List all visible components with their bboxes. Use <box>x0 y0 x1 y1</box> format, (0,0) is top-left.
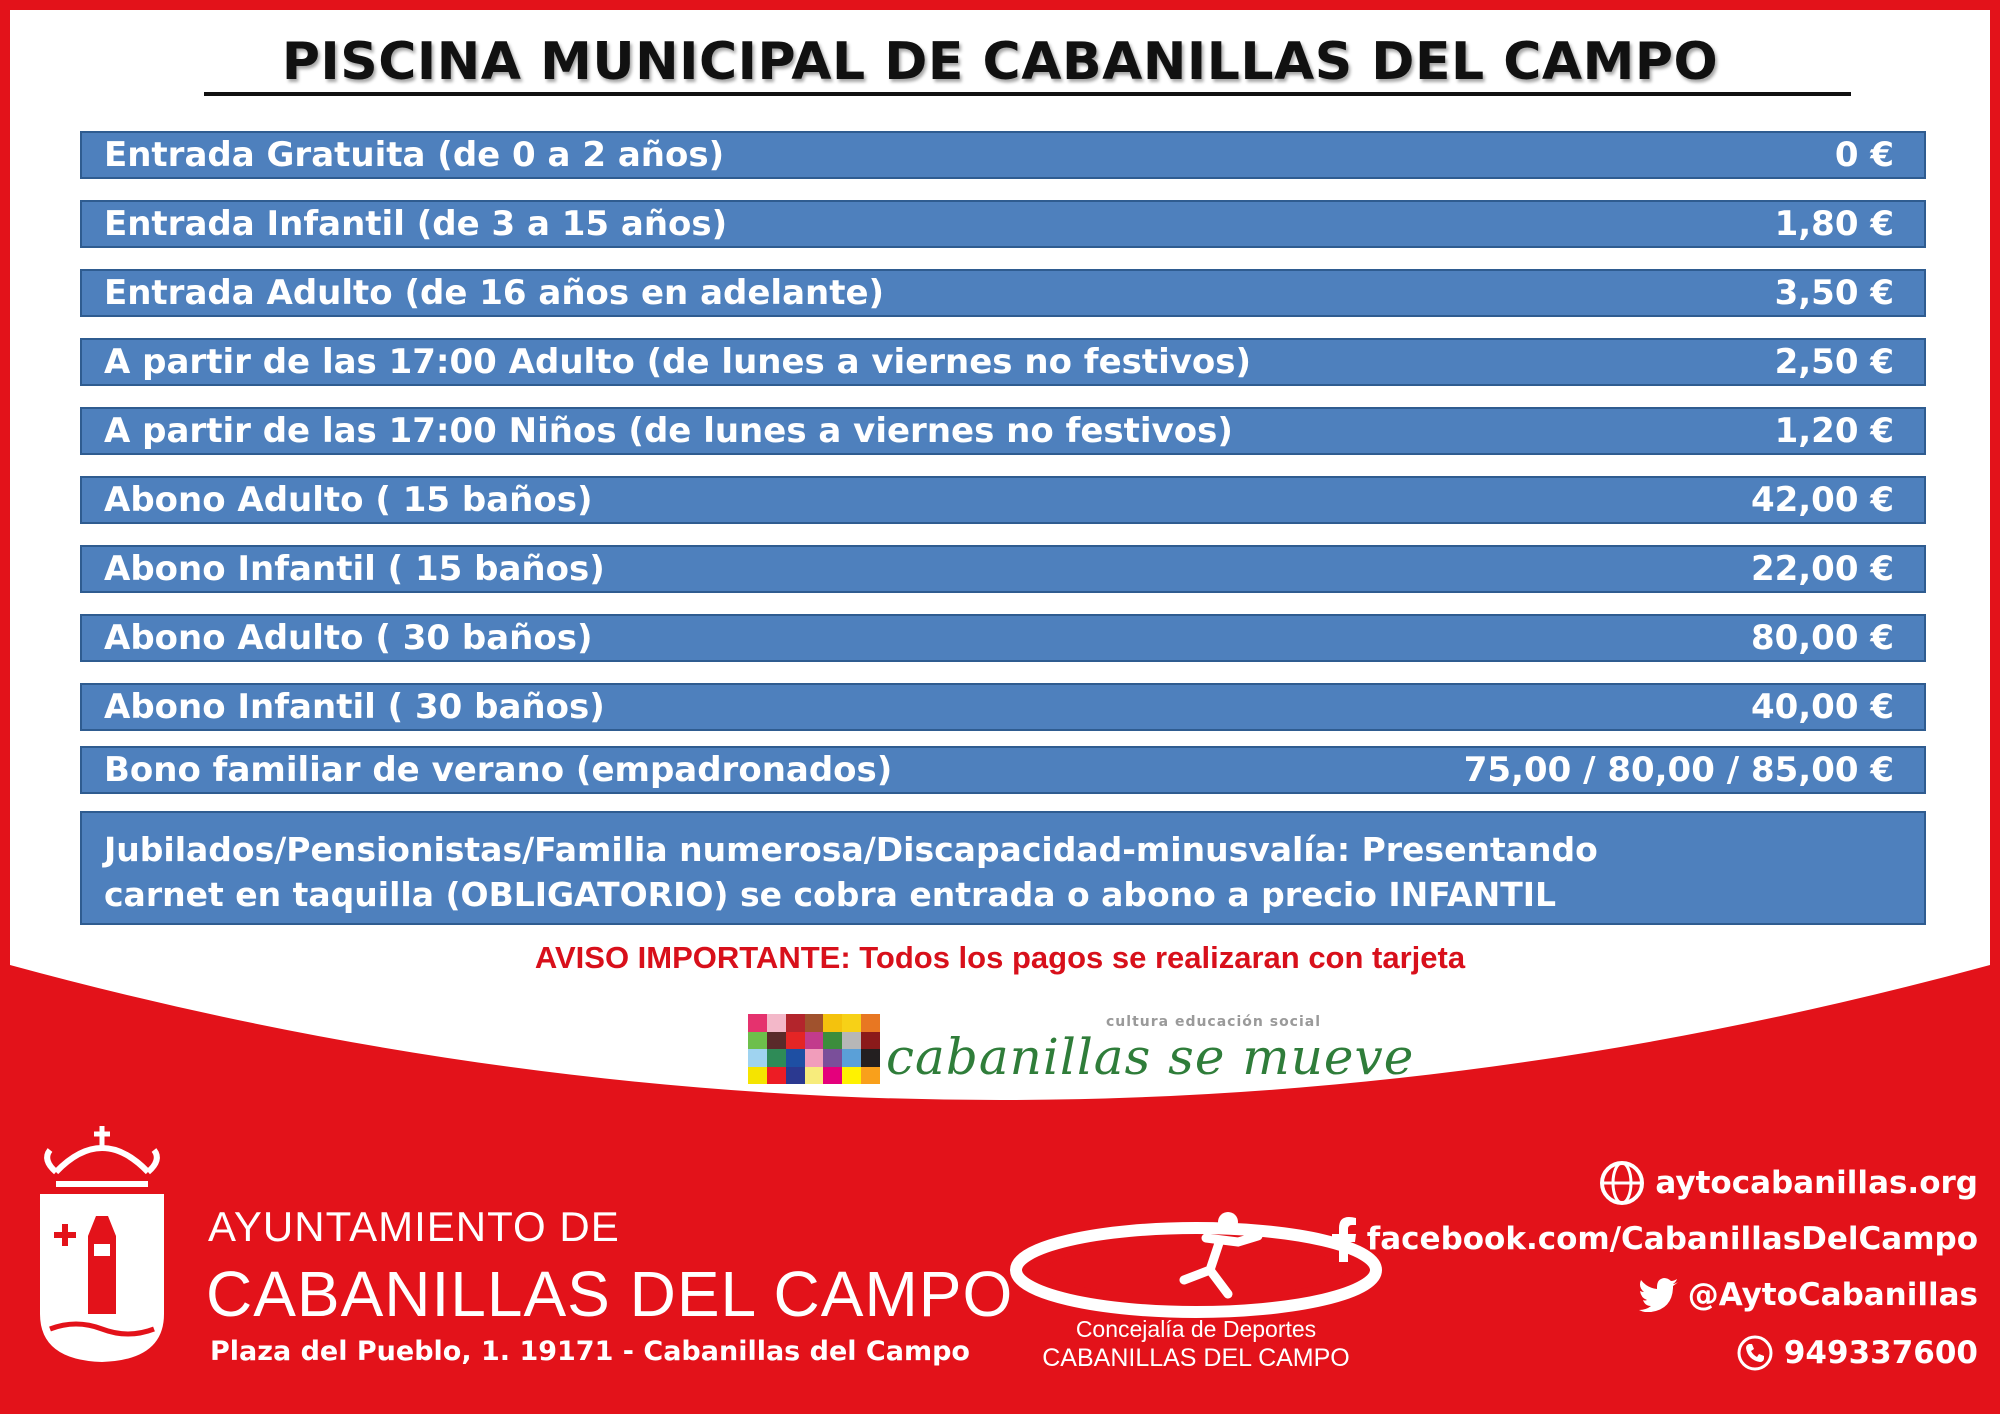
note-line: Jubilados/Pensionistas/Familia numerosa/Discapacidad-minusvalía: Presentando <box>104 830 1598 869</box>
price-label: Entrada Adulto (de 16 años en adelante) <box>104 273 885 313</box>
price-value: 42,00 € <box>1750 480 1894 520</box>
price-value: 0 € <box>1834 135 1894 175</box>
price-label: Entrada Infantil (de 3 a 15 años) <box>104 204 728 244</box>
price-label: A partir de las 17:00 Niños (de lunes a viernes no festivos) <box>104 411 1233 451</box>
cabanillas-se-mueve-logo <box>748 1014 1415 1086</box>
address: Plaza del Pueblo, 1. 19171 - Cabanillas del Campo <box>210 1336 970 1367</box>
contact-text: aytocabanillas.org <box>1655 1165 1978 1201</box>
price-label: Abono Adulto ( 15 baños) <box>104 480 593 520</box>
title-underline <box>204 92 1851 96</box>
contact-facebook[interactable] <box>1331 1213 1978 1265</box>
contact-text: facebook.com/CabanillasDelCampo <box>1366 1221 1978 1257</box>
municipality-name: CABANILLAS DEL CAMPO <box>206 1258 1014 1330</box>
facebook-icon <box>1331 1216 1357 1262</box>
price-row <box>80 746 1926 794</box>
contact-twitter[interactable] <box>1638 1269 1978 1321</box>
price-value: 2,50 € <box>1774 342 1894 382</box>
brand-name: cabanillas se mueve <box>886 1028 1415 1086</box>
price-row <box>80 683 1926 731</box>
runner-ring-icon <box>1006 1208 1386 1318</box>
discount-note <box>80 811 1926 925</box>
ayuntamiento-label: AYUNTAMIENTO DE <box>208 1203 620 1250</box>
price-value: 1,20 € <box>1774 411 1894 451</box>
price-label: Abono Infantil ( 30 baños) <box>104 687 605 727</box>
price-label: Abono Infantil ( 15 baños) <box>104 549 605 589</box>
price-row <box>80 407 1926 455</box>
price-value: 40,00 € <box>1750 687 1894 727</box>
price-value: 80,00 € <box>1750 618 1894 658</box>
contact-website[interactable] <box>1599 1157 1978 1209</box>
contact-text: @AytoCabanillas <box>1687 1277 1978 1313</box>
price-label: Entrada Gratuita (de 0 a 2 años) <box>104 135 725 175</box>
globe-icon <box>1599 1160 1645 1206</box>
price-row <box>80 614 1926 662</box>
phone-icon <box>1736 1334 1774 1372</box>
price-row <box>80 545 1926 593</box>
contact-text: 949337600 <box>1783 1335 1978 1371</box>
price-label: Bono familiar de verano (empadronados) <box>104 750 893 790</box>
important-notice: AVISO IMPORTANTE: Todos los pagos se realizaran con tarjeta <box>534 940 1466 975</box>
page-title: PISCINA MUNICIPAL DE CABANILLAS DEL CAMPO <box>281 32 1719 92</box>
price-value: 75,00 / 80,00 / 85,00 € <box>1463 750 1894 790</box>
price-row <box>80 269 1926 317</box>
price-row <box>80 476 1926 524</box>
brand-tags: cultura educación social <box>1106 1014 1322 1030</box>
twitter-icon <box>1638 1278 1678 1312</box>
municipal-crest-logo <box>36 1124 168 1364</box>
mosaic-icon <box>748 1014 880 1084</box>
price-row <box>80 338 1926 386</box>
price-value: 3,50 € <box>1774 273 1894 313</box>
price-row <box>80 131 1926 179</box>
price-label: A partir de las 17:00 Adulto (de lunes a viernes no festivos) <box>104 342 1252 382</box>
price-value: 22,00 € <box>1750 549 1894 589</box>
price-row <box>80 200 1926 248</box>
concejalia-municipality: CABANILLAS DEL CAMPO <box>1042 1344 1350 1372</box>
note-line: carnet en taquilla (OBLIGATORIO) se cobra entrada o abono a precio INFANTIL <box>104 875 1557 914</box>
concejalia-deportes-logo <box>1006 1208 1386 1378</box>
price-value: 1,80 € <box>1774 204 1894 244</box>
concejalia-label: Concejalía de Deportes <box>1075 1316 1317 1342</box>
contact-phone[interactable] <box>1736 1327 1978 1379</box>
price-label: Abono Adulto ( 30 baños) <box>104 618 593 658</box>
